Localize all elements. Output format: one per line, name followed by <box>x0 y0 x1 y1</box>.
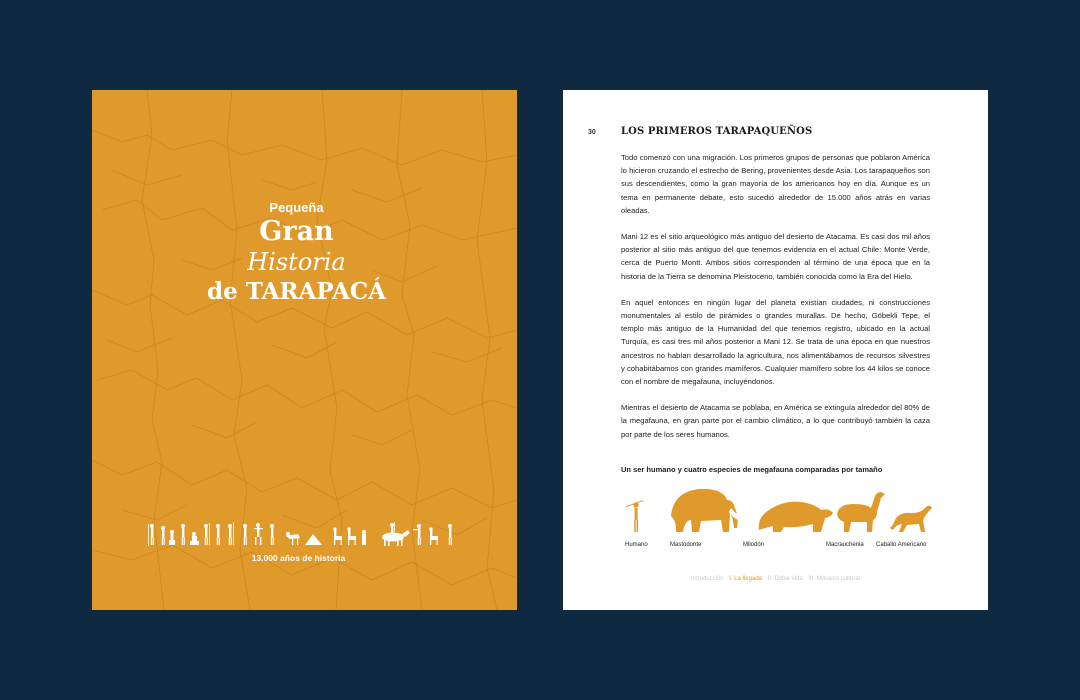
cover-title-gran: Gran <box>259 216 334 247</box>
cover-title <box>92 200 517 307</box>
nav-introduccion[interactable]: Introducción <box>690 576 724 582</box>
human-evolution-silhouettes <box>148 522 458 548</box>
macrauchenia-silhouette-icon <box>837 492 885 532</box>
book-page <box>563 90 988 610</box>
label-mastodonte: Mastodonte <box>670 542 702 548</box>
book-cover <box>92 90 517 610</box>
human-silhouette-icon <box>626 500 643 532</box>
paragraph: Mientras el desierto de Atacama se poblaba, en América se extinguía alrededor del 80% de la megafauna, en gran parte por el cambio climático, a lo que contribuyó también la caza por parte de los seres humanos. <box>621 403 930 439</box>
nav-la-llegada[interactable]: I. La llegada <box>729 576 762 582</box>
page-heading: LOS PRIMEROS TARAPAQUEÑOS <box>621 126 813 137</box>
cover-title-historia: Historia <box>247 248 346 276</box>
human-figure-icon <box>148 524 154 546</box>
label-macrauchenia: Macrauchenia <box>826 542 864 548</box>
mastodon-silhouette-icon <box>671 489 747 532</box>
megafauna-comparison-figure <box>619 480 939 538</box>
cover-title-tarapaca: de TARAPACÁ <box>206 278 386 305</box>
american-horse-silhouette-icon <box>890 506 932 532</box>
label-milodon: Milodón <box>743 542 765 548</box>
page-number: 30 <box>588 129 596 136</box>
chapter-navigation <box>563 576 988 582</box>
body-text <box>621 151 930 454</box>
paragraph: Mani 12 es el sitio arqueológico más antiguo del desierto de Atacama. Es casi dos mil años posterior al sitio más antiguo del que tenemos evidencia en el actual Chile: Monte Verde, cerca de Puerto Montt. Ambos sitios corresponden al término de una época que en la historia de la Tierra se denomina Pleistoceno, también conocida como la Era del Hielo. <box>621 232 930 281</box>
figure-caption: Un ser humano y cuatro especies de megafauna comparadas por tamaño <box>621 465 883 474</box>
paragraph: Todo comenzó con una migración. Los primeros grupos de personas que poblaron América lo hicieron cruzando el estrecho de Bering, provenientes desde Asia. Los tarapaqueños son sus descendientes, como la gran mayoría de los americanos hoy en día. Aunque es un tema en permanente debate, esto sucedió alrededor de 15.000 años atrás en varias oleadas. <box>621 153 930 215</box>
ground-sloth-silhouette-icon <box>759 502 833 532</box>
nav-doble-vida[interactable]: II. Doble vida <box>767 576 803 582</box>
paragraph: En aquel entonces en ningún lugar del planeta existían ciudades, ni construcciones monumentales al estilo de pirámides o grandes murallas. De hecho, Göbekli Tepe, el templo más antiguo de la Humanidad del que tenemos registro, ubicado en la actual Turquía, es casi tres mil años posterior a Mani 12. Se trata de una época en que nuestros ancestros no habían desarrollado la agricultura, nos alimentábamos de recursos silvestres y cohabitábamos con grandes mamíferos. Cualquier mamífero sobre los 44 kilos se conoce con el nombre de megafauna, incluyéndonos. <box>621 297 930 387</box>
cover-subtitle: 13.000 años de historia <box>251 553 346 563</box>
nav-mosaico-cultural[interactable]: III. Mosaico cultural <box>808 576 861 582</box>
label-caballo-americano: Caballo Americano <box>876 542 927 548</box>
label-humano: Humano <box>625 542 648 548</box>
cover-title-pequena: Pequeña <box>269 200 324 215</box>
